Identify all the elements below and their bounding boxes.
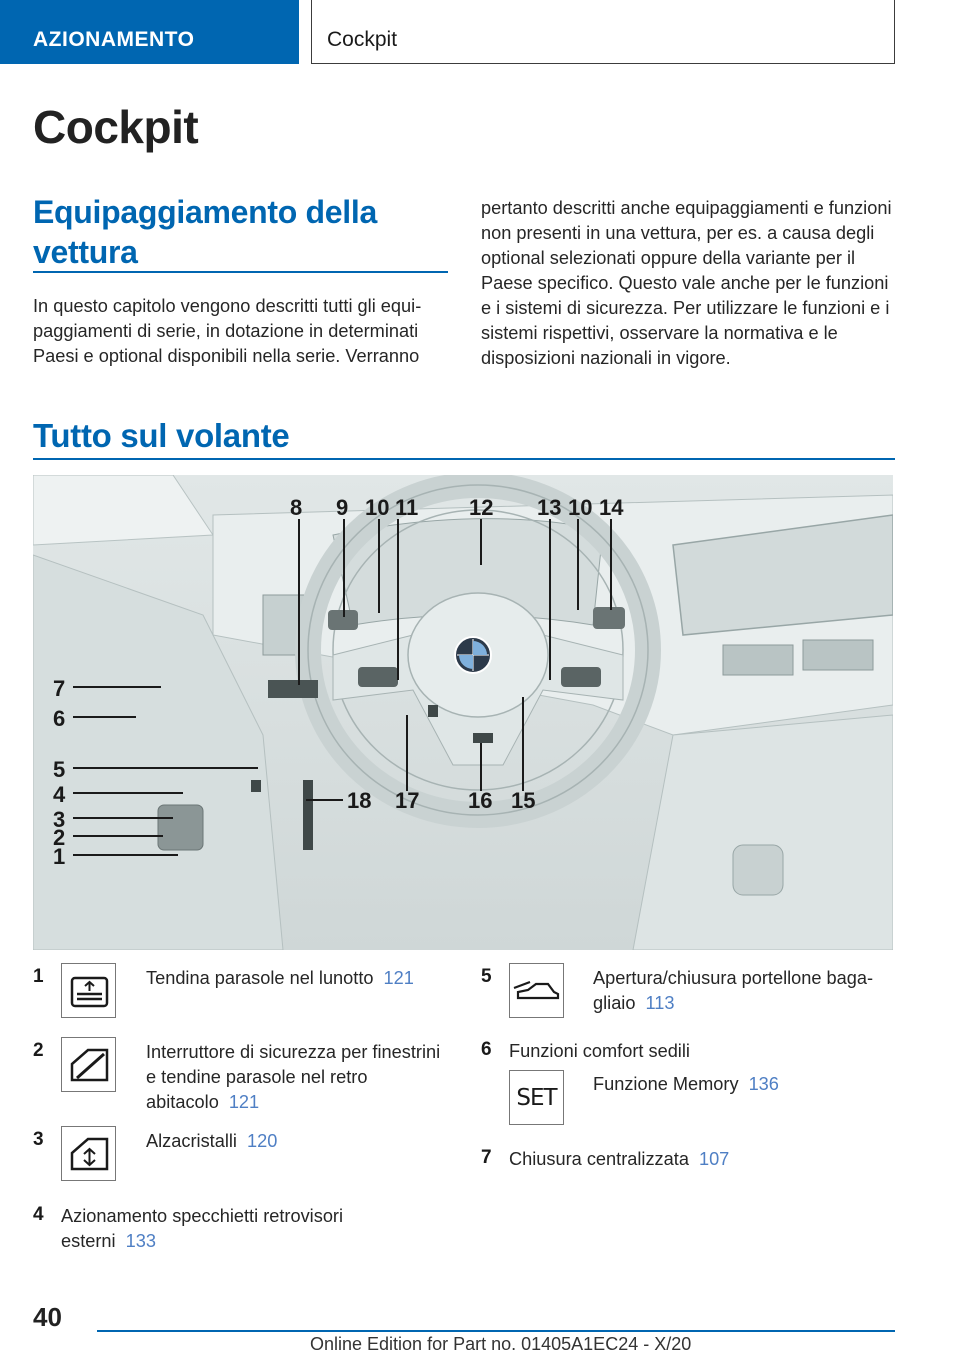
page-ref-136[interactable]: 136 <box>748 1074 779 1094</box>
callout-17: 17 <box>395 788 420 813</box>
legend-text-7: Chiusura centralizzata 107 <box>509 1149 730 1169</box>
page-ref-120[interactable]: 120 <box>246 1131 278 1151</box>
cockpit-drawing <box>33 475 893 950</box>
legend-num-5: 5 <box>481 966 492 987</box>
legend-text-3: Alzacristalli 120 <box>146 1131 278 1151</box>
page-ref-113[interactable]: 113 <box>645 993 675 1013</box>
callout-15: 15 <box>511 788 536 813</box>
callout-16: 16 <box>468 788 493 813</box>
legend-num-1: 1 <box>33 966 44 987</box>
legend-text-4: Azionamento specchietti retrovisori esterni 133 <box>61 1206 344 1251</box>
callout-9: 9 <box>336 495 349 520</box>
tailgate-icon <box>509 963 564 1018</box>
page-ref-121[interactable]: 121 <box>383 968 414 988</box>
callout-1: 1 <box>53 844 66 869</box>
power-window-icon <box>61 1126 116 1181</box>
callout-18: 18 <box>347 788 372 813</box>
legend-num-7: 7 <box>481 1147 492 1168</box>
section-tab: AZIONAMENTO <box>0 0 299 64</box>
callout-6: 6 <box>53 706 66 731</box>
wheel-heading-rule <box>33 458 895 460</box>
callout-5: 5 <box>53 757 66 782</box>
callout-4: 4 <box>53 782 66 807</box>
legend-text-1: Tendina parasole nel lunotto 121 <box>146 968 414 988</box>
page-number: 40 <box>33 1302 62 1332</box>
callout-11: 11 <box>395 495 419 520</box>
footer-edition: Online Edition for Part no. 01405A1EC24 - X/20 <box>310 1334 692 1354</box>
set-icon-label: SET <box>516 1084 557 1111</box>
page-ref-133[interactable]: 133 <box>125 1231 156 1251</box>
legend-num-4: 4 <box>33 1204 44 1225</box>
page-title: Cockpit <box>33 101 199 153</box>
callout-13: 13 <box>537 495 562 520</box>
callout-3: 3 <box>53 807 66 832</box>
callout-2: 2 <box>53 825 66 850</box>
legend-num-2: 2 <box>33 1040 44 1061</box>
page-ref-121b[interactable]: 121 <box>228 1092 260 1112</box>
legend-num-3: 3 <box>33 1129 44 1150</box>
callout-8: 8 <box>290 495 303 520</box>
window-lock-icon <box>61 1037 116 1092</box>
callout-10: 10 <box>365 495 390 520</box>
rear-sunblind-icon <box>61 963 116 1018</box>
legend-text-6-memory: Funzione Memory 136 <box>593 1074 779 1094</box>
equipment-heading: Equipaggiamento della vettura <box>33 194 377 270</box>
page-ref-107[interactable]: 107 <box>698 1149 730 1169</box>
equipment-paragraph-right: pertanto descritti anche equipaggiamenti e funzioni non presenti in una vettura, per es. a causa degli optional selezionati oppure della variante per il Paese specifico. Questo vale anche per le funzioni e i sistemi di sicurezza. Per utilizzare le funzioni e i sistemi rispettivi, osservare la normativa e le disposizioni nazionali in vigore. <box>481 198 892 368</box>
chapter-tab: Cockpit <box>311 0 895 64</box>
legend-text-6: Funzioni comfort sedili <box>509 1041 690 1061</box>
footer-rule <box>97 1330 895 1332</box>
legend-text-2: Interruttore di sicurezza per finestrini e tendine parasole nel retro abitacolo 121 <box>146 1042 441 1112</box>
legend-num-6: 6 <box>481 1039 492 1060</box>
callout-10b: 10 <box>568 495 593 520</box>
equipment-heading-rule <box>33 271 448 273</box>
set-memory-icon <box>509 1070 564 1125</box>
callout-7: 7 <box>53 676 66 701</box>
cockpit-illustration <box>33 475 893 950</box>
wheel-heading: Tutto sul volante <box>33 417 290 454</box>
callout-12: 12 <box>469 495 494 520</box>
legend-text-5: Apertura/chiusura portellone bagagliaio 113 <box>593 968 874 1013</box>
equipment-paragraph-left: In questo capitolo vengono descritti tutti gli equipaggiamenti di serie, in dotazione in determinati Paesi e optional disponibili nella serie. Verranno <box>33 296 422 366</box>
callout-14: 14 <box>599 495 624 520</box>
